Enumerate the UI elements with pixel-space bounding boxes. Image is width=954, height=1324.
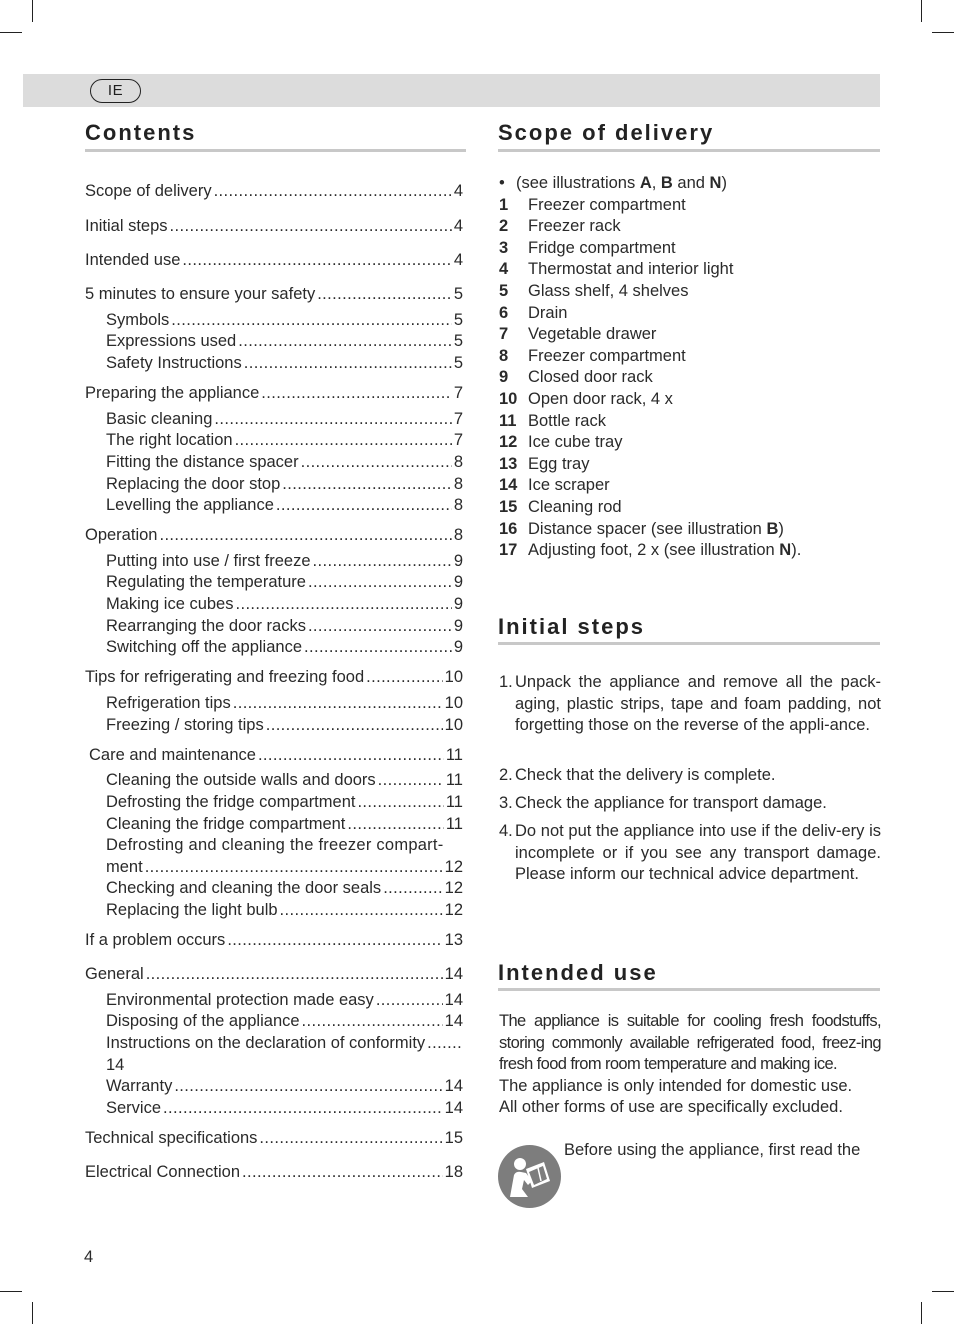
toc-subentry[interactable]: Disposing of the appliance ..... 14 bbox=[106, 1010, 463, 1032]
toc-subentry[interactable]: ment ..... 12 bbox=[106, 856, 463, 878]
list-item: 7 Vegetable drawer bbox=[499, 325, 657, 344]
crop-mark bbox=[32, 1302, 33, 1324]
language-badge: IE bbox=[90, 79, 141, 103]
crop-mark bbox=[932, 32, 954, 33]
list-item: 9 Closed door rack bbox=[499, 368, 653, 387]
toc-subentry[interactable]: Expressions used ..... 5 bbox=[106, 330, 463, 352]
scope-heading: Scope of delivery bbox=[498, 120, 715, 145]
list-item: 2 Freezer rack bbox=[499, 217, 621, 236]
toc-entry[interactable]: Initial steps ..... 4 bbox=[85, 215, 463, 237]
list-item: 11 Bottle rack bbox=[499, 411, 606, 430]
toc-subentry[interactable]: Symbols ..... 5 bbox=[106, 309, 463, 331]
leader-dots bbox=[235, 593, 451, 615]
leader-dots bbox=[308, 571, 452, 593]
leader-dots bbox=[145, 856, 443, 878]
intended-use-paragraph: The appliance is only intended for domestic use. bbox=[499, 1076, 853, 1095]
toc-subentry[interactable]: Defrosting and cleaning the freezer compart- bbox=[106, 836, 444, 854]
list-item: 14 Ice scraper bbox=[499, 476, 610, 495]
toc-entry[interactable]: Scope of delivery ..... 4 bbox=[85, 180, 463, 202]
intended-use-paragraph: The appliance is suitable for cooling fresh foodstuffs, storing commonly available refrigerated food, freez-ing fresh food from room temperature and making ice. bbox=[499, 1012, 881, 1073]
list-item: 15 Cleaning rod bbox=[499, 498, 622, 516]
toc-subentry[interactable]: Service ..... 14 bbox=[106, 1097, 463, 1119]
list-item: 13 Egg tray bbox=[499, 454, 590, 473]
toc-subentry[interactable]: Cleaning the outside walls and doors ..... 11 bbox=[106, 769, 463, 791]
leader-dots bbox=[357, 791, 443, 813]
intended-use-paragraph: All other forms of use are specifically excluded. bbox=[499, 1098, 843, 1116]
leader-dots bbox=[174, 1075, 442, 1097]
crop-mark bbox=[0, 1291, 22, 1292]
toc-entry[interactable]: Intended use ..... 4 bbox=[85, 249, 463, 271]
read-manual-icon-glyph bbox=[498, 1145, 561, 1208]
leader-dots bbox=[238, 330, 452, 352]
list-item: 17 Adjusting foot, 2 x (see illustration N). bbox=[499, 541, 802, 560]
leader-dots bbox=[146, 963, 443, 985]
toc-subentry[interactable]: Warranty ..... 14 bbox=[106, 1075, 463, 1097]
list-item: 3. Check the appliance for transport damage. bbox=[499, 794, 827, 812]
toc-subentry[interactable]: Refrigeration tips ..... 10 bbox=[106, 692, 463, 714]
icon-caption: Before using the appliance, first read the bbox=[564, 1141, 861, 1159]
toc-entry[interactable]: If a problem occurs ..... 13 bbox=[85, 929, 463, 951]
leader-dots bbox=[170, 215, 452, 237]
crop-mark bbox=[921, 1302, 922, 1324]
toc-subentry[interactable]: Environmental protection made easy ..... 14 bbox=[106, 989, 463, 1011]
leader-dots bbox=[261, 382, 452, 404]
list-item: 4 Thermostat and interior light bbox=[499, 260, 734, 279]
leader-dots bbox=[235, 429, 452, 451]
toc-subentry[interactable]: Putting into use / first freeze ..... 9 bbox=[106, 550, 463, 572]
contents-heading-rule bbox=[85, 149, 466, 152]
leader-dots bbox=[259, 1127, 442, 1149]
toc-subentry[interactable]: Safety Instructions ..... 5 bbox=[106, 352, 463, 374]
toc-entry[interactable]: Tips for refrigerating and freezing food ..... 10 bbox=[85, 666, 463, 688]
list-item: 12 Ice cube tray bbox=[499, 433, 623, 452]
leader-dots bbox=[159, 524, 451, 546]
list-item: 16 Distance spacer (see illustration B) bbox=[499, 519, 784, 538]
leader-dots bbox=[280, 899, 443, 921]
leader-dots bbox=[302, 1010, 443, 1032]
toc-entry[interactable]: Care and maintenance ..... 11 bbox=[89, 744, 463, 766]
toc-subentry[interactable]: Regulating the temperature ..... 9 bbox=[106, 571, 463, 593]
leader-dots bbox=[301, 451, 452, 473]
list-item: 1 Freezer compartment bbox=[499, 195, 686, 214]
header-band bbox=[23, 74, 880, 107]
contents-heading: Contents bbox=[85, 120, 197, 145]
leader-dots bbox=[317, 283, 452, 305]
leader-dots bbox=[233, 692, 443, 714]
leader-dots bbox=[171, 309, 452, 331]
toc-subentry[interactable]: Cleaning the fridge compartment ..... 11 bbox=[106, 813, 463, 835]
toc-entry[interactable]: Electrical Connection ..... 18 bbox=[85, 1161, 463, 1183]
leader-dots bbox=[258, 744, 444, 766]
toc-entry[interactable]: General ..... 14 bbox=[85, 963, 463, 985]
list-item: 10 Open door rack, 4 x bbox=[499, 390, 673, 408]
list-item: 8 Freezer compartment bbox=[499, 346, 686, 365]
toc-subentry[interactable]: Defrosting the fridge compartment ..... 11 bbox=[106, 791, 463, 813]
leader-dots bbox=[182, 249, 451, 271]
leader-dots bbox=[366, 666, 443, 688]
leader-dots bbox=[276, 494, 452, 516]
list-item: 3 Fridge compartment bbox=[499, 238, 676, 257]
toc-subentry[interactable]: Instructions on the declaration of conformity ..... bbox=[106, 1032, 463, 1054]
leader-dots bbox=[214, 408, 451, 430]
toc-subentry[interactable]: Replacing the light bulb ..... 12 bbox=[106, 899, 463, 921]
leader-dots bbox=[282, 473, 452, 495]
delivery-intro: • (see illustrations A, B and N) bbox=[499, 174, 727, 192]
leader-dots bbox=[163, 1097, 443, 1119]
leader-dots bbox=[266, 714, 443, 736]
list-item: 4. Do not put the appliance into use if the deliv-ery is incomplete or if you see any transport damage. Please inform our technical advice department. bbox=[499, 822, 881, 883]
toc-subentry-page[interactable]: 14 bbox=[106, 1056, 125, 1074]
toc-subentry[interactable]: Checking and cleaning the door seals ..... 12 bbox=[106, 877, 463, 899]
toc-subentry[interactable]: Levelling the appliance ..... 8 bbox=[106, 494, 463, 516]
toc-subentry[interactable]: Rearranging the door racks ..... 9 bbox=[106, 615, 463, 637]
crop-mark bbox=[921, 0, 922, 22]
toc-entry[interactable]: Preparing the appliance ..... 7 bbox=[85, 382, 463, 404]
intended-use-body bbox=[499, 1011, 881, 1119]
leader-dots bbox=[242, 1161, 443, 1183]
leader-dots bbox=[214, 180, 452, 202]
list-item: 6 Drain bbox=[499, 303, 568, 322]
toc-subentry[interactable]: Freezing / storing tips ..... 10 bbox=[106, 714, 463, 736]
intended-use-heading-rule bbox=[498, 988, 880, 991]
toc-entry[interactable]: Technical specifications ..... 15 bbox=[85, 1127, 463, 1149]
leader-dots bbox=[347, 813, 443, 835]
leader-dots bbox=[244, 352, 452, 374]
toc-subentry[interactable]: Making ice cubes ..... 9 bbox=[106, 593, 463, 615]
list-item: 1. Unpack the appliance and remove all the pack-aging, plastic strips, tape and foam padding, not forgetting those on the reverse of the appli-ance. bbox=[499, 673, 881, 734]
toc-subentry[interactable]: Fitting the distance spacer ..... 8 bbox=[106, 451, 463, 473]
toc-subentry[interactable]: Basic cleaning ..... 7 bbox=[106, 408, 463, 430]
list-item: 5 Glass shelf, 4 shelves bbox=[499, 282, 689, 300]
toc-entry[interactable]: 5 minutes to ensure your safety ..... 5 bbox=[85, 283, 463, 305]
toc-entry[interactable]: Operation ..... 8 bbox=[85, 524, 463, 546]
toc-subentry[interactable]: Switching off the appliance ..... 9 bbox=[106, 636, 463, 658]
toc-subentry[interactable]: The right location ..... 7 bbox=[106, 429, 463, 451]
initial-steps-heading-rule bbox=[498, 642, 880, 645]
leader-dots bbox=[383, 877, 442, 899]
crop-mark bbox=[0, 32, 22, 33]
leader-dots bbox=[427, 1032, 461, 1054]
scope-heading-rule bbox=[498, 149, 880, 152]
leader-dots bbox=[313, 550, 452, 572]
list-item: 2. Check that the delivery is complete. bbox=[499, 766, 776, 784]
crop-mark bbox=[32, 0, 33, 22]
read-manual-icon bbox=[498, 1145, 561, 1208]
page-number: 4 bbox=[84, 1248, 94, 1266]
leader-dots bbox=[376, 989, 443, 1011]
toc-subentry[interactable]: Replacing the door stop ..... 8 bbox=[106, 473, 463, 495]
leader-dots bbox=[304, 636, 452, 658]
intended-use-heading: Intended use bbox=[498, 960, 658, 985]
crop-mark bbox=[932, 1291, 954, 1292]
leader-dots bbox=[308, 615, 452, 637]
leader-dots bbox=[378, 769, 444, 791]
initial-steps-heading: Initial steps bbox=[498, 614, 646, 639]
leader-dots bbox=[227, 929, 442, 951]
